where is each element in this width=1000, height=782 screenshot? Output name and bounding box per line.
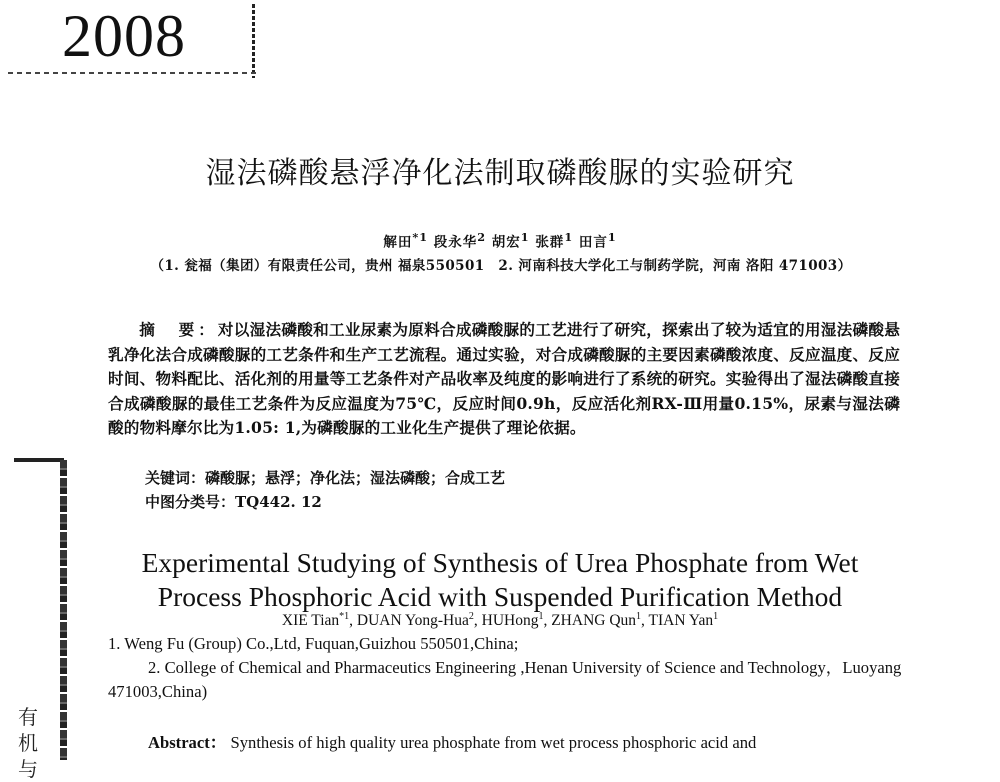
author-affiliation-mark: *1 — [412, 230, 429, 244]
author-affiliation-mark: 1 — [607, 230, 617, 244]
author-name: XIE Tian — [281, 612, 340, 630]
chinese-abstract — [108, 318, 900, 441]
keywords-line — [145, 466, 505, 490]
english-author-list: XIE Tian$^{*1}$, DUAN Yong-Hua$^2$, HUHong$^1$, ZHANG Qun$^1$, TIAN Yan$^1$ — [281, 611, 719, 630]
author-affiliation-mark: 1 — [636, 611, 642, 622]
author-affiliation-mark: 1 — [713, 611, 719, 622]
author-affiliation-mark: 1 — [520, 230, 530, 244]
author-affiliation-mark: 1 — [564, 230, 574, 244]
author-name: 田言 — [578, 234, 608, 251]
english-affiliation-1: 1. Weng Fu (Group) Co.,Ltd, Fuquan,Guizhou 550501,China; — [108, 634, 519, 653]
author-name: 解田 — [383, 234, 413, 251]
keywords-value: 磷酸脲；悬浮；净化法；湿法磷酸；合成工艺 — [205, 469, 506, 487]
classification-value: TQ442. 12 — [235, 493, 322, 511]
chinese-metadata — [145, 466, 505, 514]
chinese-affiliation: （1. 瓮福（集团）有限责任公司，贵州 福泉550501 2. 河南科技大学化工与制药学院，河南 洛阳 471003） — [150, 258, 852, 274]
sidebar-column-label: 有机与 — [18, 705, 38, 781]
classification-label: 中图分类号： — [145, 493, 236, 511]
sidebar-vertical-rule — [60, 460, 67, 760]
sidebar-top-rule — [14, 458, 64, 462]
english-abstract — [108, 731, 908, 755]
author-name: HUHong — [481, 612, 539, 630]
english-title-line: Process Phosphoric Acid with Suspended Purification Method — [157, 581, 843, 612]
scan-frame-right-border — [252, 4, 255, 78]
author-name: ZHANG Qun — [551, 612, 637, 630]
volume-year: 2008 — [62, 3, 186, 69]
author-name: 胡宏 — [491, 234, 521, 251]
english-abstract-text: Synthesis of high quality urea phosphate from wet process phosphoric acid and — [230, 733, 757, 752]
author-name: TIAN Yan — [648, 612, 714, 630]
classification-line — [145, 490, 505, 514]
keywords-label: 关键词： — [145, 469, 206, 487]
author-name: DUAN Yong-Hua — [356, 612, 469, 630]
english-affiliation-2-text: 2. College of Chemical and Pharmaceutics Engineering ,Henan University of Science and Technology，Luoyang 471003,China) — [108, 658, 902, 701]
english-affiliation-2 — [108, 656, 908, 704]
chinese-author-list — [0, 230, 1000, 251]
author-affiliation-mark: *1 — [339, 611, 350, 622]
author-name: 段永华 — [433, 234, 478, 251]
english-affiliations — [108, 632, 908, 704]
author-name: 张群 — [535, 234, 565, 251]
chinese-abstract-label: 摘 要： — [139, 320, 218, 339]
english-title — [90, 546, 910, 614]
scan-frame-bottom-border — [8, 72, 256, 74]
chinese-title: 湿法磷酸悬浮净化法制取磷酸脲的实验研究 — [205, 156, 795, 191]
author-affiliation-mark: 1 — [538, 611, 544, 622]
english-title-line: Experimental Studying of Synthesis of Urea Phosphate from Wet — [141, 547, 859, 578]
english-abstract-label: Abstract： — [148, 733, 227, 752]
chinese-abstract-text: 对以湿法磷酸和工业尿素为原料合成磷酸脲的工艺进行了研究，探索出了较为适宜的用湿法磷酸悬乳净化法合成磷酸脲的工艺条件和生产工艺流程。通过实验，对合成磷酸脲的主要因素磷酸浓度、反应温度、反应时间、物料配比、活化剂的用量等工艺条件对产品收率及纯度的影响进行了系统的研究。实验得出了湿法磷酸直接合成磷酸脲的最佳工艺条件为反应温度为75℃，反应时间0.9h，反应活化剂RX-Ⅲ用量0.15%，尿素与湿法磷酸的物料摩尔比为1.05: 1,为磷酸脲的工业化生产提供了理论依据。 — [108, 320, 900, 437]
author-affiliation-mark: 2 — [468, 611, 474, 622]
author-affiliation-mark: 2 — [477, 230, 487, 244]
